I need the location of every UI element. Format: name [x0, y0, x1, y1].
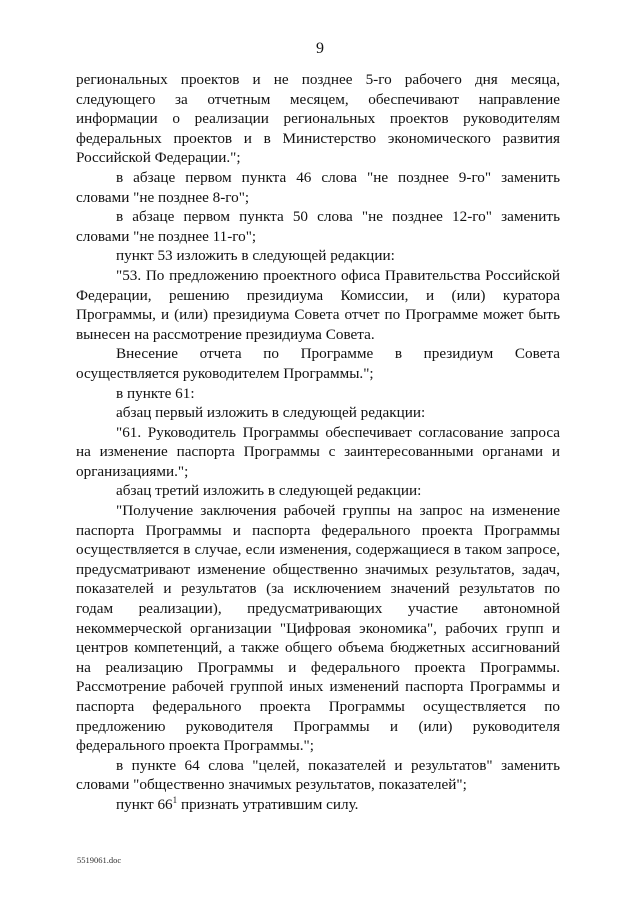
paragraph-last [76, 795, 560, 815]
paragraph: "Получение заключения рабочей группы на запрос на изменение паспорта Программы и паспорта федерального проекта Программы осуществляется в случае, если изменения, содержащиеся в таком запросе, предусматривают изменение общественно значимых результатов, задач, показателей и результатов (за исключением значений результатов по годам реализации), предусматривающих участие автономной некоммерческой организации "Цифровая экономика", рабочих групп и центров компетенций, а также общего объема бюджетных ассигнований на реализацию Программы и федерального проекта Программы. Рассмотрение рабочей группой иных изменений паспорта Программы и паспорта федерального проекта Программы осуществляется по предложению руководителя Программы и (или) руководителя федерального проекта Программы."; [76, 502, 560, 755]
paragraph: в пункте 64 слова "целей, показателей и результатов" заменить словами "общественно значимых результатов, показателей"; [76, 756, 560, 794]
last-paragraph-end: признать утратившим силу. [177, 795, 359, 813]
paragraph: абзац третий изложить в следующей редакции: [116, 482, 422, 500]
paragraph: в пункте 61: [116, 384, 195, 402]
paragraph: абзац первый изложить в следующей редакции: [116, 404, 426, 422]
footer-file-code: 5519061.doc [77, 855, 122, 865]
page-number: 9 [316, 40, 324, 57]
paragraph: в абзаце первом пункта 50 слова "не позднее 12-го" заменить словами "не позднее 11-го"; [76, 208, 560, 245]
paragraph: "61. Руководитель Программы обеспечивает согласование запроса на изменение паспорта Программы с заинтересованными органами и организациями."; [76, 423, 560, 480]
superscript: 1 [172, 794, 178, 805]
paragraph: региональных проектов и не позднее 5-го рабочего дня месяца, следующего за отчетным месяцем, обеспечивают направление информации о реализации региональных проектов руководителям федеральных проектов и в Министерство экономического развития Российской Федерации."; [76, 71, 560, 167]
document-body [76, 70, 560, 815]
last-paragraph-start: пункт 66 [116, 795, 173, 813]
paragraph: пункт 53 изложить в следующей редакции: [116, 247, 395, 265]
paragraph: Внесение отчета по Программе в президиум Совета осуществляется руководителем Программы."; [76, 345, 560, 382]
paragraph: "53. По предложению проектного офиса Правительства Российской Федерации, решению президиума Комиссии, и (или) куратора Программы, и (или) президиума Совета отчет по Программе может быть вынесен на рассмотрение президиума Совета. [76, 266, 560, 343]
paragraph: в абзаце первом пункта 46 слова "не позднее 9-го" заменить словами "не позднее 8-го"; [76, 168, 560, 206]
